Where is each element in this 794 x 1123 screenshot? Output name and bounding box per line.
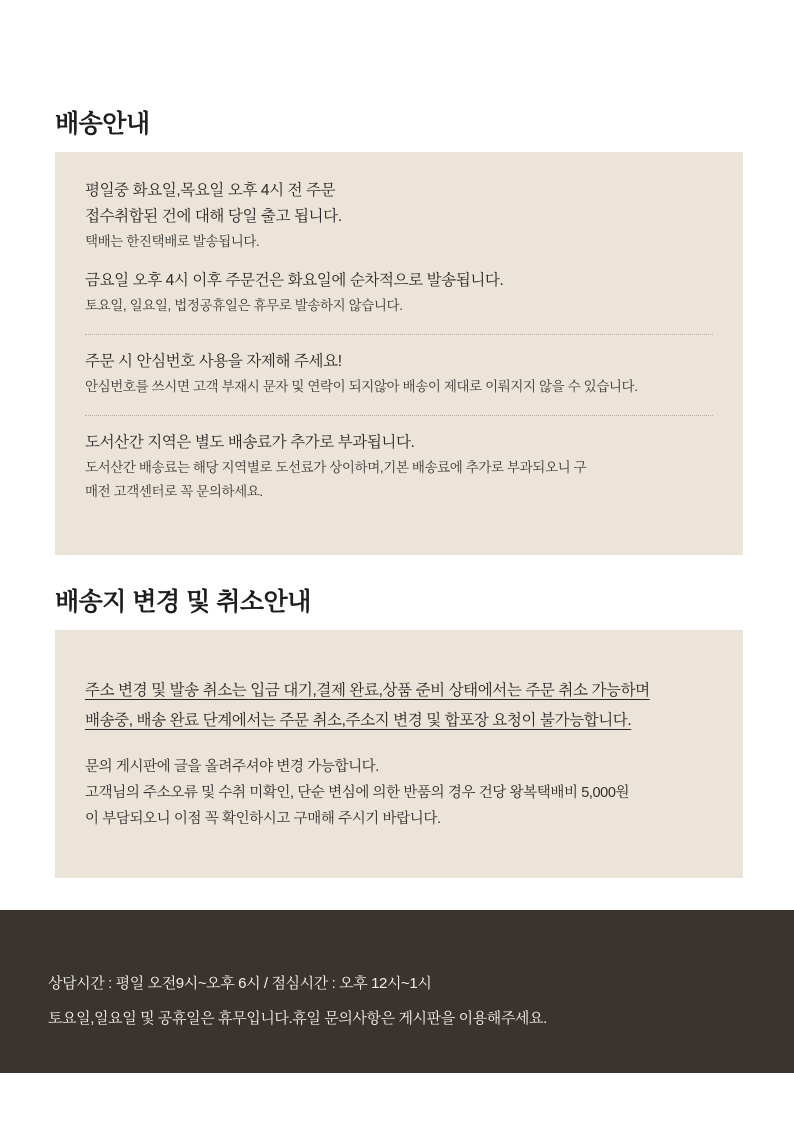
spacer bbox=[85, 736, 713, 754]
spacer bbox=[85, 254, 713, 268]
shipping-block-1-primary-line-2: 접수취합된 건에 대해 당일 출고 됩니다. bbox=[85, 208, 342, 225]
shipping-block-1-secondary-line-1: 택배는 한진택배로 발송됩니다. bbox=[85, 234, 260, 249]
divider bbox=[85, 415, 713, 416]
shipping-block-3-primary-line-1: 주문 시 안심번호 사용을 자제해 주세요! bbox=[85, 353, 342, 370]
divider bbox=[85, 334, 713, 335]
change-cancel-panel bbox=[55, 630, 743, 878]
change-cancel-body-line-2: 고객님의 주소오류 및 수취 미확인, 단순 변심에 의한 반품의 경우 건당 왕복택배비 5,000원 bbox=[85, 785, 630, 801]
shipping-block-2-primary-line-1: 금요일 오후 4시 이후 주문건은 화요일에 순차적으로 발송됩니다. bbox=[85, 272, 504, 289]
shipping-block-3-secondary-line-1: 안심번호를 쓰시면 고객 부재시 문자 및 연락이 되지않아 배송이 제대로 이뤄지지 않을 수 있습니다. bbox=[85, 379, 638, 394]
shipping-block-2-secondary-line-1: 토요일, 일요일, 법정공휴일은 휴무로 발송하지 않습니다. bbox=[85, 298, 403, 313]
shipping-block-1-primary-line-1: 평일중 화요일,목요일 오후 4시 전 주문 bbox=[85, 182, 336, 199]
change-cancel-underlined-line-1: 주소 변경 및 발송 취소는 입금 대기,결제 완료,상품 준비 상태에서는 주문 취소 가능하며 bbox=[85, 682, 650, 699]
footer-consult-hours: 상담시간 : 평일 오전9시~오후 6시 / 점심시간 : 오후 12시~1시 bbox=[48, 975, 432, 992]
change-cancel-underlined-line-2: 배송중, 배송 완료 단계에서는 주문 취소,주소지 변경 및 합포장 요청이 불가능합니다. bbox=[85, 712, 632, 729]
shipping-block-4-secondary-line-2: 매전 고객센터로 꼭 문의하세요. bbox=[85, 484, 263, 499]
shipping-section-heading: 배송안내 bbox=[55, 110, 150, 138]
shipping-block-4-secondary-line-1: 도서산간 배송료는 해당 지역별로 도선료가 상이하며,기본 배송료에 추가로 부과되오니 구 bbox=[85, 460, 587, 475]
shipping-block-4-primary-line-1: 도서산간 지역은 별도 배송료가 추가로 부과됩니다. bbox=[85, 434, 415, 451]
shipping-block-3 bbox=[85, 349, 713, 399]
change-cancel-body-line-1: 문의 게시판에 글을 올려주셔야 변경 가능합니다. bbox=[85, 759, 379, 775]
change-cancel-body-line-3: 이 부담되오니 이점 꼭 확인하시고 구매해 주시기 바랍니다. bbox=[85, 811, 441, 827]
footer-bar bbox=[0, 910, 794, 1073]
footer-holiday-notice: 토요일,일요일 및 공휴일은 휴무입니다.휴일 문의사항은 게시판을 이용해주세요. bbox=[48, 1010, 547, 1027]
change-cancel-section-heading: 배송지 변경 및 취소안내 bbox=[55, 588, 311, 616]
shipping-info-panel bbox=[55, 152, 743, 555]
shipping-block-1 bbox=[85, 178, 713, 254]
shipping-block-2 bbox=[85, 268, 713, 318]
shipping-block-4 bbox=[85, 430, 713, 504]
